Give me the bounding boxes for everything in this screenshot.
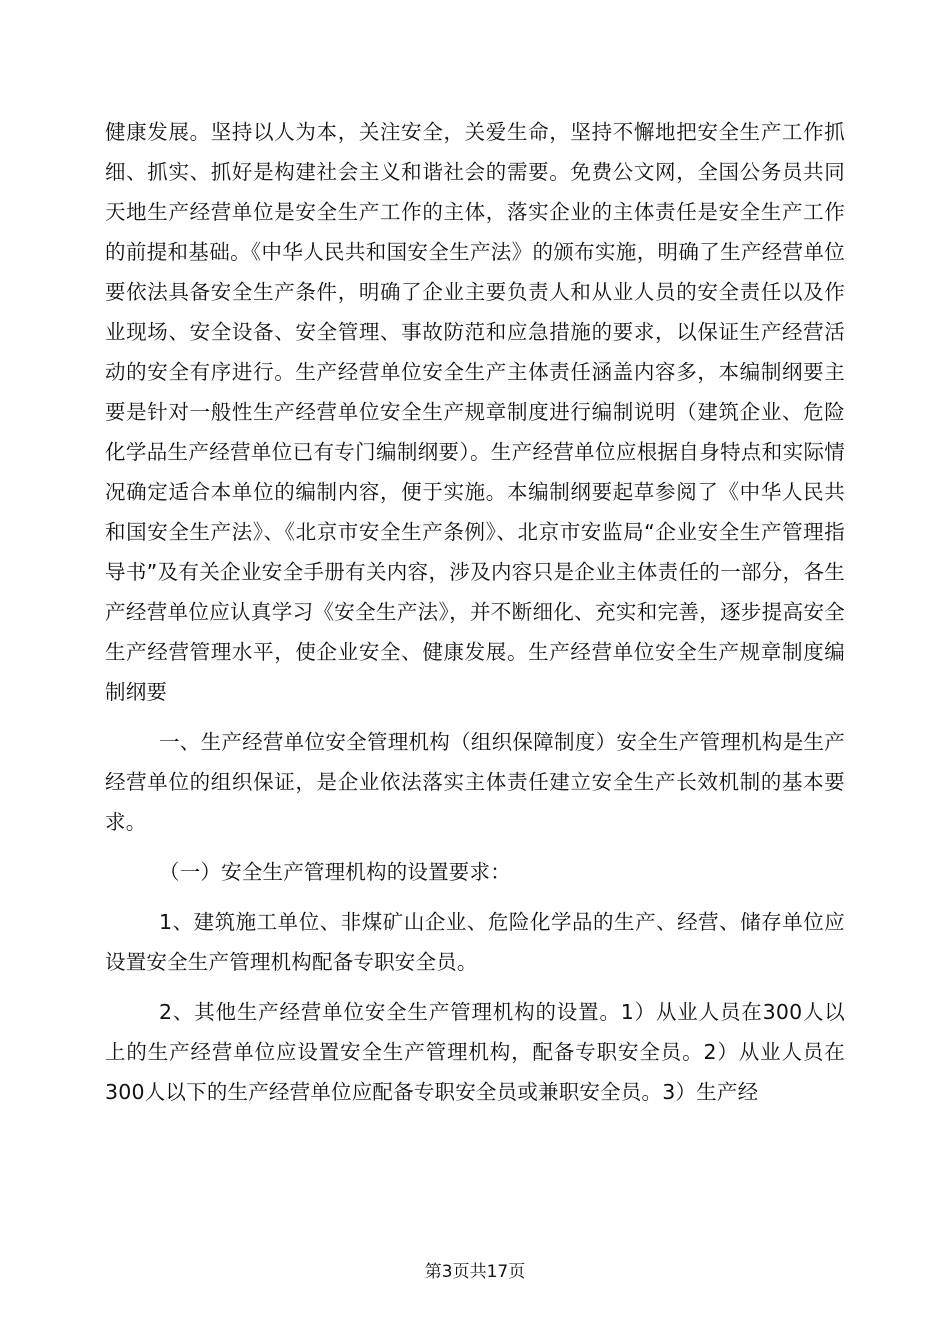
body-paragraph-2: 一、生产经营单位安全管理机构（组织保障制度）安全生产管理机构是生产经营单位的组织保证，是企业依法落实主体责任建立安全生产长效机制的基本要求。	[105, 730, 845, 834]
body-paragraph-5: 2、其他生产经营单位安全生产管理机构的设置。1）从业人员在300人以上的生产经营单位应设置安全生产管理机构，配备专职安全员。2）从业人员在300人以下的生产经营单位应配备专职安全员或兼职安全员。3）生产经	[105, 1000, 845, 1104]
body-paragraph-4: 1、建筑施工单位、非煤矿山企业、危险化学品的生产、经营、储存单位应设置安全生产管理机构配备专职安全员。	[105, 910, 845, 974]
body-paragraph-1: 健康发展。坚持以人为本，关注安全，关爱生命，坚持不懈地把安全生产工作抓细、抓实、抓好是构建社会主义和谐社会的需要。免费公文网，全国公务员共同天地生产经营单位是安全生产工作的主体，落实企业的主体责任是安全生产工作的前提和基础。《中华人民共和国安全生产法》的颁布实施，明确了生产经营单位要依法具备安全生产条件，明确了企业主要负责人和从业人员的安全责任以及作业现场、安全设备、安全管理、事故防范和应急措施的要求，以保证生产经营活动的安全有序进行。生产经营单位安全生产主体责任涵盖内容多，本编制纲要主要是针对一般性生产经营单位安全生产规章制度进行编制说明（建筑企业、危险化学品生产经营单位已有专门编制纲要）。生产经营单位应根据自身特点和实际情况确定适合本单位的编制内容，便于实施。本编制纲要起草参阅了《中华人民共和国安全生产法》、《北京市安全生产条例》、北京市安监局“企业安全生产管理指导书”及有关企业安全手册有关内容，涉及内容只是企业主体责任的一部分，各生产经营单位应认真学习《安全生产法》，并不断细化、充实和完善，逐步提高安全生产经营管理水平，使企业安全、健康发展。生产经营单位安全生产规章制度编制纲要	[105, 120, 845, 704]
page-number-footer: 第3页共17页	[424, 1262, 526, 1282]
body-paragraph-3: （一）安全生产管理机构的设置要求：	[159, 860, 511, 884]
document-body	[105, 112, 845, 1112]
